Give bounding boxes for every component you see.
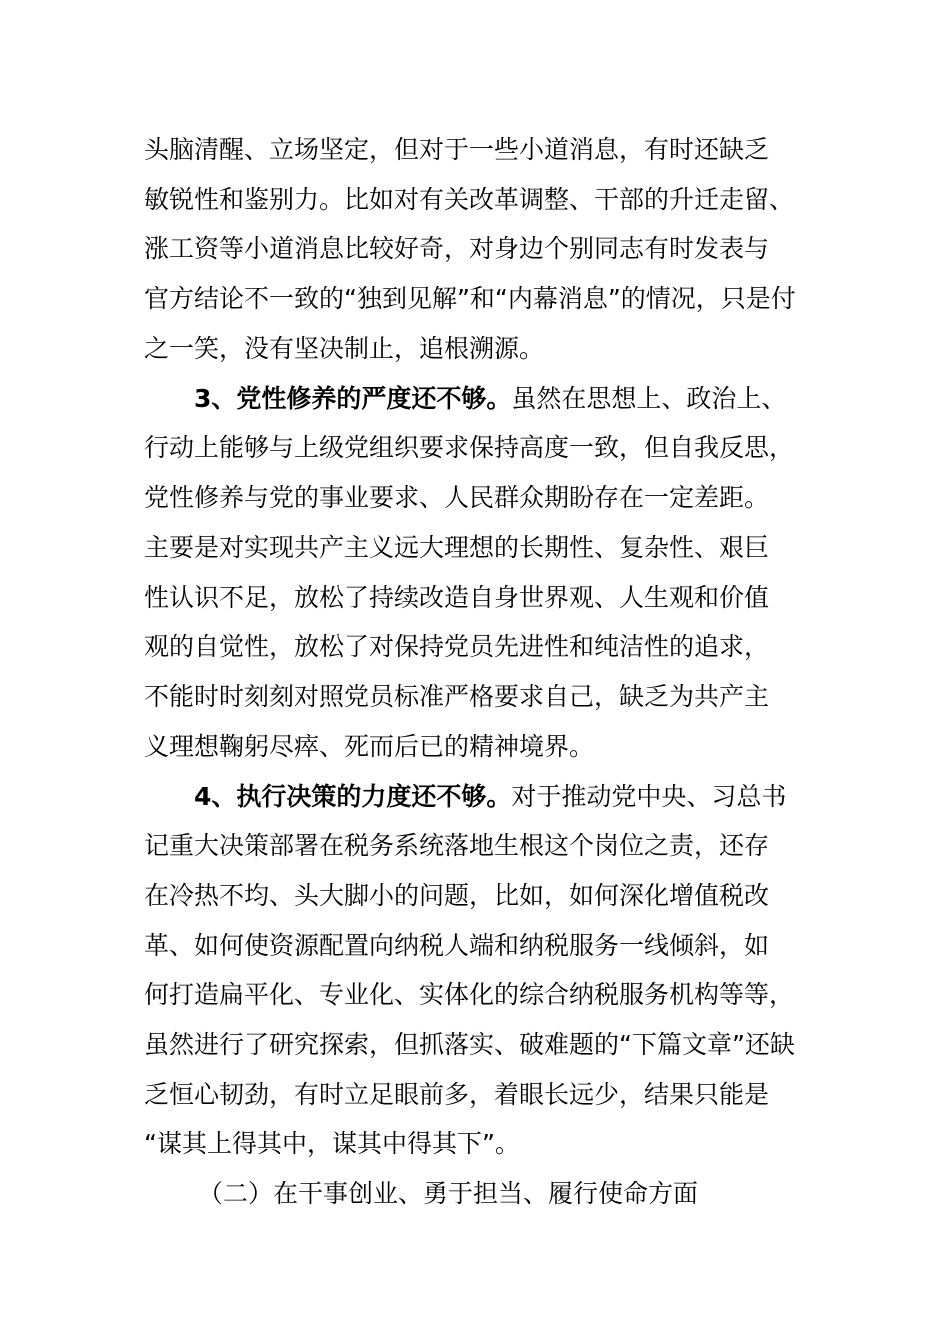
section-subheading: （二）在干事创业、勇于担当、履行使命方面 [198, 1179, 699, 1208]
paragraph-line: 记重大决策部署在税务系统落地生根这个岗位之责，还存 [144, 831, 770, 860]
section-4-first-line [194, 777, 786, 817]
paragraph-line: 党性修养与党的事业要求、人民群众期盼存在一定差距。 [144, 483, 770, 512]
paragraph-line: 之一笑，没有坚决制止，追根溯源。 [144, 334, 545, 363]
paragraph-line: 不能时时刻刻对照党员标准严格要求自己，缺乏为共产主 [144, 682, 770, 711]
paragraph-line: 观的自觉性，放松了对保持党员先进性和纯洁性的追求， [144, 632, 770, 661]
paragraph-line: 行动上能够与上级党组织要求保持高度一致，但自我反思， [144, 433, 795, 462]
section-4-lead-text: 对于推动党中央、习总书 [511, 782, 787, 811]
paragraph-line: 义理想鞠躬尽瘁、死而后已的精神境界。 [144, 732, 595, 761]
paragraph-line: 敏锐性和鉴别力。比如对有关改革调整、干部的升迁走留、 [144, 185, 795, 214]
paragraph-line: 涨工资等小道消息比较好奇，对身边个别同志有时发表与 [144, 234, 770, 263]
paragraph-line: “谋其上得其中，谋其中得其下”。 [144, 1129, 520, 1158]
paragraph-line: 革、如何使资源配置向纳税人端和纳税服务一线倾斜，如 [144, 931, 770, 960]
section-4-heading: 4、执行决策的力度还不够。 [194, 782, 512, 811]
paragraph-line: 何打造扁平化、专业化、实体化的综合纳税服务机构等等， [144, 980, 795, 1009]
paragraph-line: 乏恒心韧劲，有时立足眼前多，着眼长远少，结果只能是 [144, 1080, 770, 1109]
paragraph-line: 性认识不足，放松了持续改造自身世界观、人生观和价值 [144, 583, 770, 612]
paragraph-line: 头脑清醒、立场坚定，但对于一些小道消息，有时还缺乏 [144, 135, 770, 164]
section-3-heading: 3、党性修养的严度还不够。 [194, 384, 512, 413]
paragraph-line: 虽然进行了研究探索，但抓落实、破难题的“下篇文章”还缺 [144, 1030, 795, 1059]
paragraph-line: 官方结论不一致的“独到见解”和“内幕消息”的情况，只是付 [144, 284, 796, 313]
paragraph-line: 在冷热不均、头大脚小的问题，比如，如何深化增值税改 [144, 881, 770, 910]
section-3-first-line [194, 379, 786, 419]
section-3-lead-text: 虽然在思想上、政治上、 [511, 384, 787, 413]
paragraph-line: 主要是对实现共产主义远大理想的长期性、复杂性、艰巨 [144, 533, 770, 562]
